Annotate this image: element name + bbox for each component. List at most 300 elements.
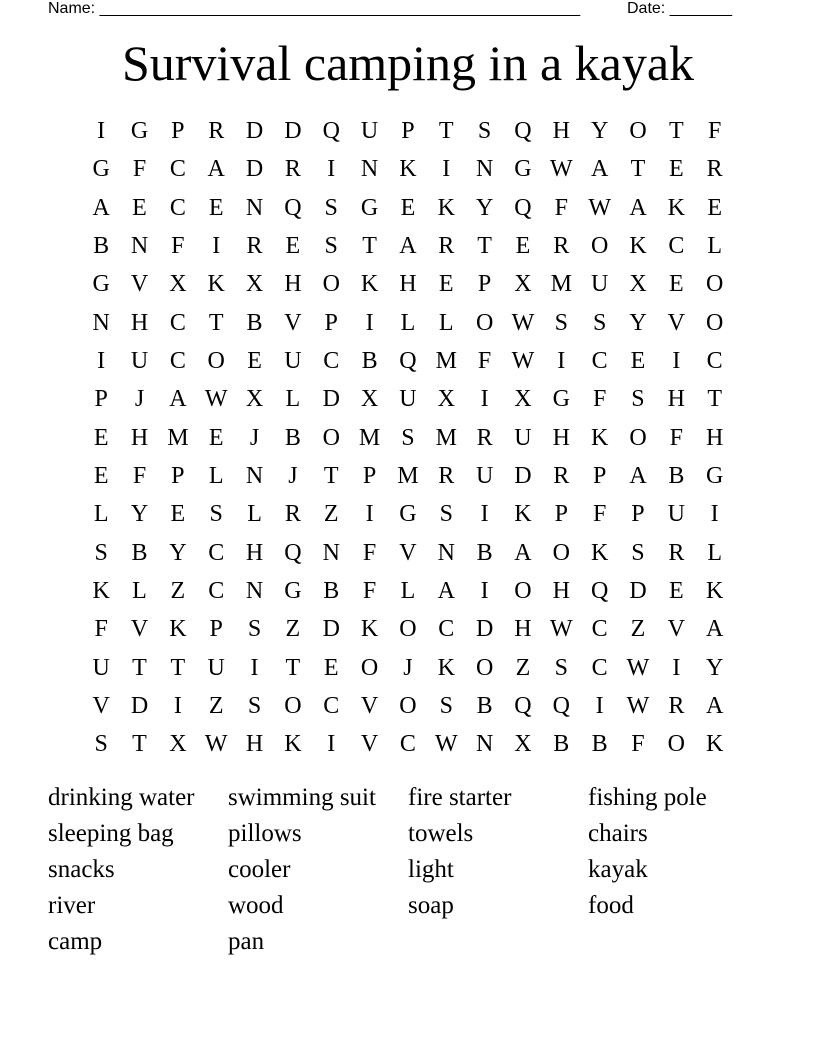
grid-letter[interactable]: I bbox=[212, 233, 221, 260]
grid-letter[interactable]: F bbox=[631, 731, 645, 758]
grid-letter[interactable]: S bbox=[94, 731, 108, 758]
grid-letter[interactable]: E bbox=[208, 424, 224, 451]
grid-letter[interactable]: V bbox=[360, 693, 379, 720]
grid-letter[interactable]: R bbox=[208, 118, 225, 145]
grid-letter[interactable]: I bbox=[250, 654, 259, 681]
grid-letter[interactable]: O bbox=[360, 654, 379, 681]
grid-letter[interactable]: A bbox=[399, 233, 417, 260]
grid-letter[interactable]: B bbox=[476, 693, 493, 720]
grid-letter[interactable]: N bbox=[130, 233, 149, 260]
grid-letter[interactable]: B bbox=[246, 309, 263, 336]
grid-letter[interactable]: E bbox=[630, 348, 646, 375]
grid-letter[interactable]: O bbox=[629, 424, 647, 451]
grid-letter[interactable]: H bbox=[284, 271, 302, 298]
date-field[interactable]: Date: _______ bbox=[627, 0, 732, 17]
grid-letter[interactable]: E bbox=[668, 271, 684, 298]
grid-letter[interactable]: S bbox=[477, 118, 492, 145]
grid-letter[interactable]: X bbox=[629, 271, 647, 298]
grid-letter[interactable]: Q bbox=[284, 194, 302, 221]
grid-letter[interactable]: O bbox=[322, 271, 340, 298]
grid-letter[interactable]: R bbox=[438, 233, 455, 260]
grid-letter[interactable]: Q bbox=[514, 118, 532, 145]
grid-letter[interactable]: F bbox=[554, 194, 568, 221]
grid-letter[interactable]: Y bbox=[475, 194, 494, 221]
grid-letter[interactable]: S bbox=[324, 194, 338, 221]
grid-letter[interactable]: S bbox=[439, 501, 453, 528]
grid-letter[interactable]: H bbox=[552, 578, 570, 605]
grid-letter[interactable]: B bbox=[361, 348, 378, 375]
grid-letter[interactable]: U bbox=[360, 118, 379, 145]
grid-letter[interactable]: R bbox=[476, 424, 493, 451]
grid-letter[interactable]: O bbox=[322, 424, 340, 451]
grid-letter[interactable]: K bbox=[590, 539, 609, 566]
grid-letter[interactable]: L bbox=[208, 463, 224, 490]
grid-letter[interactable]: X bbox=[245, 271, 264, 298]
grid-letter[interactable]: L bbox=[285, 386, 301, 413]
grid-letter[interactable]: A bbox=[629, 194, 647, 221]
grid-letter[interactable]: S bbox=[554, 654, 568, 681]
grid-letter[interactable]: X bbox=[360, 386, 379, 413]
grid-letter[interactable]: C bbox=[169, 156, 186, 183]
grid-letter[interactable]: W bbox=[511, 348, 535, 375]
grid-letter[interactable]: N bbox=[475, 731, 494, 758]
grid-letter[interactable]: D bbox=[475, 616, 494, 643]
grid-letter[interactable]: O bbox=[706, 309, 724, 336]
grid-letter[interactable]: I bbox=[480, 386, 489, 413]
grid-letter[interactable]: C bbox=[668, 233, 685, 260]
grid-letter[interactable]: P bbox=[477, 271, 492, 298]
grid-letter[interactable]: P bbox=[362, 463, 377, 490]
grid-letter[interactable]: N bbox=[437, 539, 455, 566]
grid-letter[interactable]: E bbox=[132, 194, 147, 221]
grid-letter[interactable]: A bbox=[514, 539, 532, 566]
grid-letter[interactable]: J bbox=[288, 463, 298, 490]
grid-letter[interactable]: K bbox=[706, 578, 724, 605]
grid-letter[interactable]: T bbox=[323, 463, 339, 490]
grid-letter[interactable]: G bbox=[92, 271, 110, 298]
grid-letter[interactable]: C bbox=[208, 539, 225, 566]
grid-letter[interactable]: Z bbox=[170, 578, 186, 605]
grid-letter[interactable]: K bbox=[92, 578, 110, 605]
grid-row bbox=[82, 227, 734, 265]
grid-letter[interactable]: C bbox=[169, 194, 186, 221]
grid-letter[interactable]: E bbox=[93, 424, 109, 451]
grid-letter[interactable]: T bbox=[477, 233, 492, 260]
grid-letter[interactable]: C bbox=[399, 731, 416, 758]
grid-letter[interactable]: F bbox=[132, 463, 147, 490]
grid-letter[interactable]: Q bbox=[590, 578, 609, 605]
grid-letter[interactable]: H bbox=[245, 539, 264, 566]
grid-letter[interactable]: G bbox=[399, 501, 417, 528]
grid-letter[interactable]: J bbox=[134, 386, 145, 413]
grid-letter[interactable]: V bbox=[130, 271, 149, 298]
grid-letter[interactable]: N bbox=[92, 309, 110, 336]
grid-letter[interactable]: C bbox=[591, 616, 608, 643]
grid-letter[interactable]: X bbox=[169, 271, 187, 298]
grid-letter[interactable]: A bbox=[437, 578, 455, 605]
grid-letter[interactable]: B bbox=[323, 578, 340, 605]
grid-letter[interactable]: H bbox=[245, 731, 264, 758]
grid-letter[interactable]: L bbox=[400, 578, 416, 605]
grid-letter[interactable]: D bbox=[629, 578, 647, 605]
header-line bbox=[48, 0, 748, 18]
grid-letter[interactable]: A bbox=[590, 156, 609, 183]
grid-letter[interactable]: E bbox=[323, 654, 339, 681]
grid-letter[interactable]: V bbox=[667, 309, 685, 336]
grid-letter[interactable]: W bbox=[626, 654, 650, 681]
grid-letter[interactable]: K bbox=[360, 271, 379, 298]
name-field[interactable]: Name: ______________________________________________________ bbox=[48, 0, 581, 17]
grid-letter[interactable]: L bbox=[247, 501, 262, 528]
grid-letter[interactable]: J bbox=[403, 654, 413, 681]
grid-letter[interactable]: O bbox=[399, 693, 417, 720]
grid-letter[interactable]: K bbox=[437, 654, 455, 681]
grid-letter[interactable]: H bbox=[514, 616, 532, 643]
grid-letter[interactable]: H bbox=[130, 424, 149, 451]
grid-letter[interactable]: Y bbox=[169, 539, 187, 566]
grid-letter[interactable]: P bbox=[401, 118, 415, 145]
grid-letter[interactable]: V bbox=[667, 616, 685, 643]
grid-letter[interactable]: R bbox=[706, 156, 723, 183]
grid-letter[interactable]: D bbox=[284, 118, 302, 145]
grid-letter[interactable]: I bbox=[672, 654, 681, 681]
grid-letter[interactable]: R bbox=[668, 693, 685, 720]
grid-letter[interactable]: O bbox=[629, 118, 647, 145]
grid-letter[interactable]: B bbox=[668, 463, 685, 490]
grid-letter[interactable]: C bbox=[323, 348, 340, 375]
grid-letter[interactable]: S bbox=[439, 693, 453, 720]
grid-letter[interactable]: F bbox=[669, 424, 683, 451]
grid-letter[interactable]: K bbox=[284, 731, 302, 758]
grid-letter[interactable]: D bbox=[245, 118, 264, 145]
grid-letter[interactable]: X bbox=[514, 386, 532, 413]
grid-letter[interactable]: T bbox=[707, 386, 722, 413]
grid-letter[interactable]: F bbox=[362, 539, 377, 566]
grid-letter[interactable]: B bbox=[553, 731, 570, 758]
grid-letter[interactable]: U bbox=[667, 501, 685, 528]
grid-letter[interactable]: M bbox=[435, 424, 457, 451]
grid-letter[interactable]: G bbox=[130, 118, 149, 145]
grid-letter[interactable]: W bbox=[511, 309, 535, 336]
grid-letter[interactable]: I bbox=[557, 348, 566, 375]
grid-letter[interactable]: P bbox=[631, 501, 645, 528]
grid-letter[interactable]: I bbox=[480, 578, 489, 605]
grid-letter[interactable]: Z bbox=[630, 616, 646, 643]
grid-letter[interactable]: T bbox=[170, 654, 186, 681]
grid-letter[interactable]: Q bbox=[322, 118, 340, 145]
grid-letter[interactable]: P bbox=[171, 463, 185, 490]
grid-letter[interactable]: L bbox=[93, 501, 109, 528]
grid-letter[interactable]: Y bbox=[706, 654, 724, 681]
grid-letter[interactable]: O bbox=[284, 693, 302, 720]
grid-letter[interactable]: U bbox=[475, 463, 494, 490]
grid-letter[interactable]: Z bbox=[515, 654, 531, 681]
grid-letter[interactable]: Q bbox=[284, 539, 302, 566]
grid-letter[interactable]: I bbox=[365, 501, 374, 528]
grid-letter[interactable]: N bbox=[245, 194, 264, 221]
grid-letter[interactable]: W bbox=[204, 731, 228, 758]
grid-letter[interactable]: K bbox=[207, 271, 225, 298]
grid-letter[interactable]: O bbox=[514, 578, 532, 605]
grid-letter[interactable]: P bbox=[171, 118, 185, 145]
grid-letter[interactable]: N bbox=[245, 578, 264, 605]
grid-letter[interactable]: N bbox=[322, 539, 340, 566]
grid-letter[interactable]: Q bbox=[514, 194, 532, 221]
grid-letter[interactable]: H bbox=[552, 424, 570, 451]
grid-letter[interactable]: Q bbox=[552, 693, 570, 720]
grid-letter[interactable]: R bbox=[284, 501, 301, 528]
grid-letter[interactable]: R bbox=[284, 156, 301, 183]
grid-letter[interactable]: N bbox=[360, 156, 379, 183]
grid-letter[interactable]: Y bbox=[590, 118, 609, 145]
grid-letter[interactable]: F bbox=[171, 233, 185, 260]
grid-letter[interactable]: U bbox=[92, 654, 110, 681]
grid-row bbox=[82, 265, 734, 303]
grid-letter[interactable]: R bbox=[246, 233, 263, 260]
grid-letter[interactable]: R bbox=[553, 233, 570, 260]
grid-letter[interactable]: I bbox=[97, 118, 106, 145]
grid-letter[interactable]: Q bbox=[514, 693, 532, 720]
grid-letter[interactable]: M bbox=[167, 424, 189, 451]
grid-letter[interactable]: K bbox=[590, 424, 609, 451]
grid-letter[interactable]: P bbox=[209, 616, 223, 643]
grid-letter[interactable]: O bbox=[399, 616, 417, 643]
grid-letter[interactable]: Y bbox=[130, 501, 149, 528]
grid-letter[interactable]: V bbox=[360, 731, 379, 758]
grid-letter[interactable]: T bbox=[132, 654, 147, 681]
grid-letter[interactable]: O bbox=[207, 348, 225, 375]
word-list-item: pillows bbox=[228, 820, 302, 847]
grid-letter[interactable]: T bbox=[362, 233, 377, 260]
grid-letter[interactable]: W bbox=[626, 693, 650, 720]
grid-letter[interactable]: V bbox=[399, 539, 417, 566]
grid-letter[interactable]: G bbox=[92, 156, 110, 183]
word-list-item: towels bbox=[408, 820, 474, 847]
grid-letter[interactable]: T bbox=[668, 118, 684, 145]
grid-letter[interactable]: M bbox=[358, 424, 381, 451]
grid-letter[interactable]: H bbox=[667, 386, 685, 413]
grid-letter[interactable]: I bbox=[327, 156, 336, 183]
grid-letter[interactable]: S bbox=[631, 539, 645, 566]
grid-letter[interactable]: C bbox=[323, 693, 340, 720]
grid-letter[interactable]: D bbox=[245, 156, 264, 183]
grid-letter[interactable]: U bbox=[590, 271, 609, 298]
grid-letter[interactable]: E bbox=[668, 156, 684, 183]
grid-letter[interactable]: R bbox=[668, 539, 685, 566]
grid-letter[interactable]: F bbox=[94, 616, 108, 643]
grid-letter[interactable]: E bbox=[285, 233, 301, 260]
grid-letter[interactable]: K bbox=[667, 194, 685, 221]
grid-letter[interactable]: K bbox=[629, 233, 647, 260]
grid-letter[interactable]: F bbox=[592, 501, 607, 528]
grid-letter[interactable]: E bbox=[668, 578, 684, 605]
grid-letter[interactable]: H bbox=[130, 309, 149, 336]
grid-letter[interactable]: P bbox=[592, 463, 607, 490]
grid-letter[interactable]: W bbox=[588, 194, 611, 221]
grid-letter[interactable]: K bbox=[360, 616, 379, 643]
grid-letter[interactable]: L bbox=[707, 233, 722, 260]
grid-letter[interactable]: S bbox=[209, 501, 223, 528]
word-list bbox=[48, 780, 768, 960]
grid-letter[interactable]: I bbox=[173, 693, 182, 720]
grid-letter[interactable]: S bbox=[247, 693, 262, 720]
grid-letter[interactable]: M bbox=[397, 463, 419, 490]
grid-letter[interactable]: G bbox=[284, 578, 302, 605]
grid-letter[interactable]: V bbox=[284, 309, 302, 336]
grid-letter[interactable]: I bbox=[710, 501, 719, 528]
grid-letter[interactable]: C bbox=[591, 348, 608, 375]
grid-letter[interactable]: T bbox=[208, 309, 224, 336]
grid-letter[interactable]: I bbox=[480, 501, 489, 528]
grid-letter[interactable]: H bbox=[706, 424, 724, 451]
grid-letter[interactable]: D bbox=[322, 616, 340, 643]
grid-letter[interactable]: S bbox=[631, 386, 645, 413]
grid-letter[interactable]: S bbox=[592, 309, 607, 336]
grid-letter[interactable]: U bbox=[514, 424, 532, 451]
grid-letter[interactable]: T bbox=[438, 118, 454, 145]
grid-letter[interactable]: K bbox=[399, 156, 417, 183]
grid-letter[interactable]: Z bbox=[208, 693, 224, 720]
grid-letter[interactable]: E bbox=[400, 194, 416, 221]
grid-letter[interactable]: L bbox=[438, 309, 454, 336]
grid-letter[interactable]: K bbox=[706, 731, 724, 758]
grid-letter[interactable]: G bbox=[552, 386, 570, 413]
grid-letter[interactable]: E bbox=[707, 194, 722, 221]
grid-letter[interactable]: L bbox=[707, 539, 722, 566]
grid-letter[interactable]: R bbox=[438, 463, 455, 490]
grid-letter[interactable]: O bbox=[590, 233, 609, 260]
grid-letter[interactable]: P bbox=[94, 386, 108, 413]
grid-letter[interactable]: J bbox=[249, 424, 260, 451]
grid-letter[interactable]: Y bbox=[629, 309, 647, 336]
grid-letter[interactable]: E bbox=[170, 501, 186, 528]
grid-letter[interactable]: S bbox=[247, 616, 262, 643]
grid-letter[interactable]: G bbox=[706, 463, 724, 490]
word-list-item: wood bbox=[228, 892, 284, 919]
grid-letter[interactable]: B bbox=[591, 731, 608, 758]
grid-letter[interactable]: O bbox=[475, 654, 494, 681]
grid-letter[interactable]: S bbox=[324, 233, 338, 260]
grid-letter[interactable]: U bbox=[399, 386, 417, 413]
grid-letter[interactable]: B bbox=[93, 233, 110, 260]
grid-letter[interactable]: F bbox=[477, 348, 492, 375]
grid-letter[interactable]: C bbox=[438, 616, 455, 643]
grid-letter[interactable]: I bbox=[365, 309, 374, 336]
grid-letter[interactable]: D bbox=[130, 693, 149, 720]
grid-letter[interactable]: O bbox=[475, 309, 494, 336]
grid-letter[interactable]: F bbox=[592, 386, 607, 413]
grid-letter[interactable]: I bbox=[442, 156, 451, 183]
grid-letter[interactable]: F bbox=[707, 118, 722, 145]
grid-letter[interactable]: T bbox=[285, 654, 301, 681]
grid-letter[interactable]: T bbox=[132, 731, 147, 758]
grid-letter[interactable]: H bbox=[399, 271, 417, 298]
grid-letter[interactable]: X bbox=[169, 731, 187, 758]
grid-letter[interactable]: G bbox=[514, 156, 532, 183]
grid-letter[interactable]: I bbox=[595, 693, 604, 720]
grid-letter[interactable]: C bbox=[169, 348, 186, 375]
grid-letter[interactable]: W bbox=[549, 616, 573, 643]
grid-letter[interactable]: T bbox=[630, 156, 646, 183]
grid-letter[interactable]: K bbox=[514, 501, 532, 528]
grid-letter[interactable]: K bbox=[437, 194, 455, 221]
grid-letter[interactable]: S bbox=[94, 539, 108, 566]
grid-letter[interactable]: A bbox=[92, 194, 110, 221]
grid-letter[interactable]: C bbox=[706, 348, 723, 375]
grid-letter[interactable]: V bbox=[92, 693, 110, 720]
grid-letter[interactable]: B bbox=[476, 539, 493, 566]
grid-letter[interactable]: Z bbox=[285, 616, 301, 643]
grid-row bbox=[82, 342, 734, 380]
grid-letter[interactable]: O bbox=[667, 731, 685, 758]
grid-letter[interactable]: A bbox=[706, 616, 724, 643]
grid-letter[interactable]: D bbox=[514, 463, 532, 490]
grid-letter[interactable]: N bbox=[245, 463, 264, 490]
grid-row bbox=[82, 725, 734, 763]
grid-letter[interactable]: L bbox=[400, 309, 416, 336]
grid-letter[interactable]: N bbox=[475, 156, 494, 183]
grid-letter[interactable]: W bbox=[434, 731, 458, 758]
grid-letter[interactable]: L bbox=[132, 578, 147, 605]
grid-letter[interactable]: E bbox=[247, 348, 262, 375]
grid-letter[interactable]: A bbox=[169, 386, 187, 413]
grid-letter[interactable]: E bbox=[208, 194, 224, 221]
grid-letter[interactable]: V bbox=[130, 616, 149, 643]
grid-letter[interactable]: I bbox=[97, 348, 106, 375]
grid-letter[interactable]: X bbox=[245, 386, 264, 413]
grid-letter[interactable]: B bbox=[284, 424, 301, 451]
grid-letter[interactable]: P bbox=[554, 501, 568, 528]
grid-letter[interactable]: A bbox=[706, 693, 724, 720]
grid-letter[interactable]: U bbox=[130, 348, 149, 375]
grid-letter[interactable]: P bbox=[324, 309, 338, 336]
grid-letter[interactable]: D bbox=[322, 386, 340, 413]
grid-letter[interactable]: Q bbox=[399, 348, 417, 375]
grid-letter[interactable]: U bbox=[207, 654, 225, 681]
grid-letter[interactable]: S bbox=[554, 309, 568, 336]
grid-letter[interactable]: C bbox=[208, 578, 225, 605]
grid-letter[interactable]: I bbox=[327, 731, 336, 758]
grid-letter[interactable]: I bbox=[672, 348, 681, 375]
grid-letter[interactable]: M bbox=[435, 348, 457, 375]
grid-letter[interactable]: W bbox=[204, 386, 228, 413]
grid-letter[interactable]: F bbox=[132, 156, 147, 183]
grid-letter[interactable]: X bbox=[514, 731, 532, 758]
grid-letter[interactable]: F bbox=[362, 578, 377, 605]
grid-letter[interactable]: C bbox=[169, 309, 186, 336]
grid-letter[interactable]: X bbox=[514, 271, 532, 298]
grid-letter[interactable]: G bbox=[360, 194, 379, 221]
grid-letter[interactable]: S bbox=[401, 424, 415, 451]
grid-letter[interactable]: B bbox=[131, 539, 148, 566]
grid-letter[interactable]: A bbox=[207, 156, 225, 183]
grid-letter[interactable]: K bbox=[169, 616, 187, 643]
grid-letter[interactable]: Z bbox=[323, 501, 339, 528]
grid-letter[interactable]: X bbox=[437, 386, 455, 413]
grid-letter[interactable]: E bbox=[438, 271, 454, 298]
grid-letter[interactable]: M bbox=[550, 271, 572, 298]
grid-letter[interactable]: W bbox=[549, 156, 573, 183]
grid-letter[interactable]: O bbox=[552, 539, 570, 566]
grid-letter[interactable]: A bbox=[629, 463, 647, 490]
grid-letter[interactable]: U bbox=[284, 348, 302, 375]
grid-letter[interactable]: O bbox=[706, 271, 724, 298]
grid-letter[interactable]: R bbox=[553, 463, 570, 490]
grid-letter[interactable]: E bbox=[515, 233, 531, 260]
grid-letter[interactable]: H bbox=[552, 118, 570, 145]
grid-letter[interactable]: C bbox=[591, 654, 608, 681]
grid-letter[interactable]: E bbox=[93, 463, 109, 490]
